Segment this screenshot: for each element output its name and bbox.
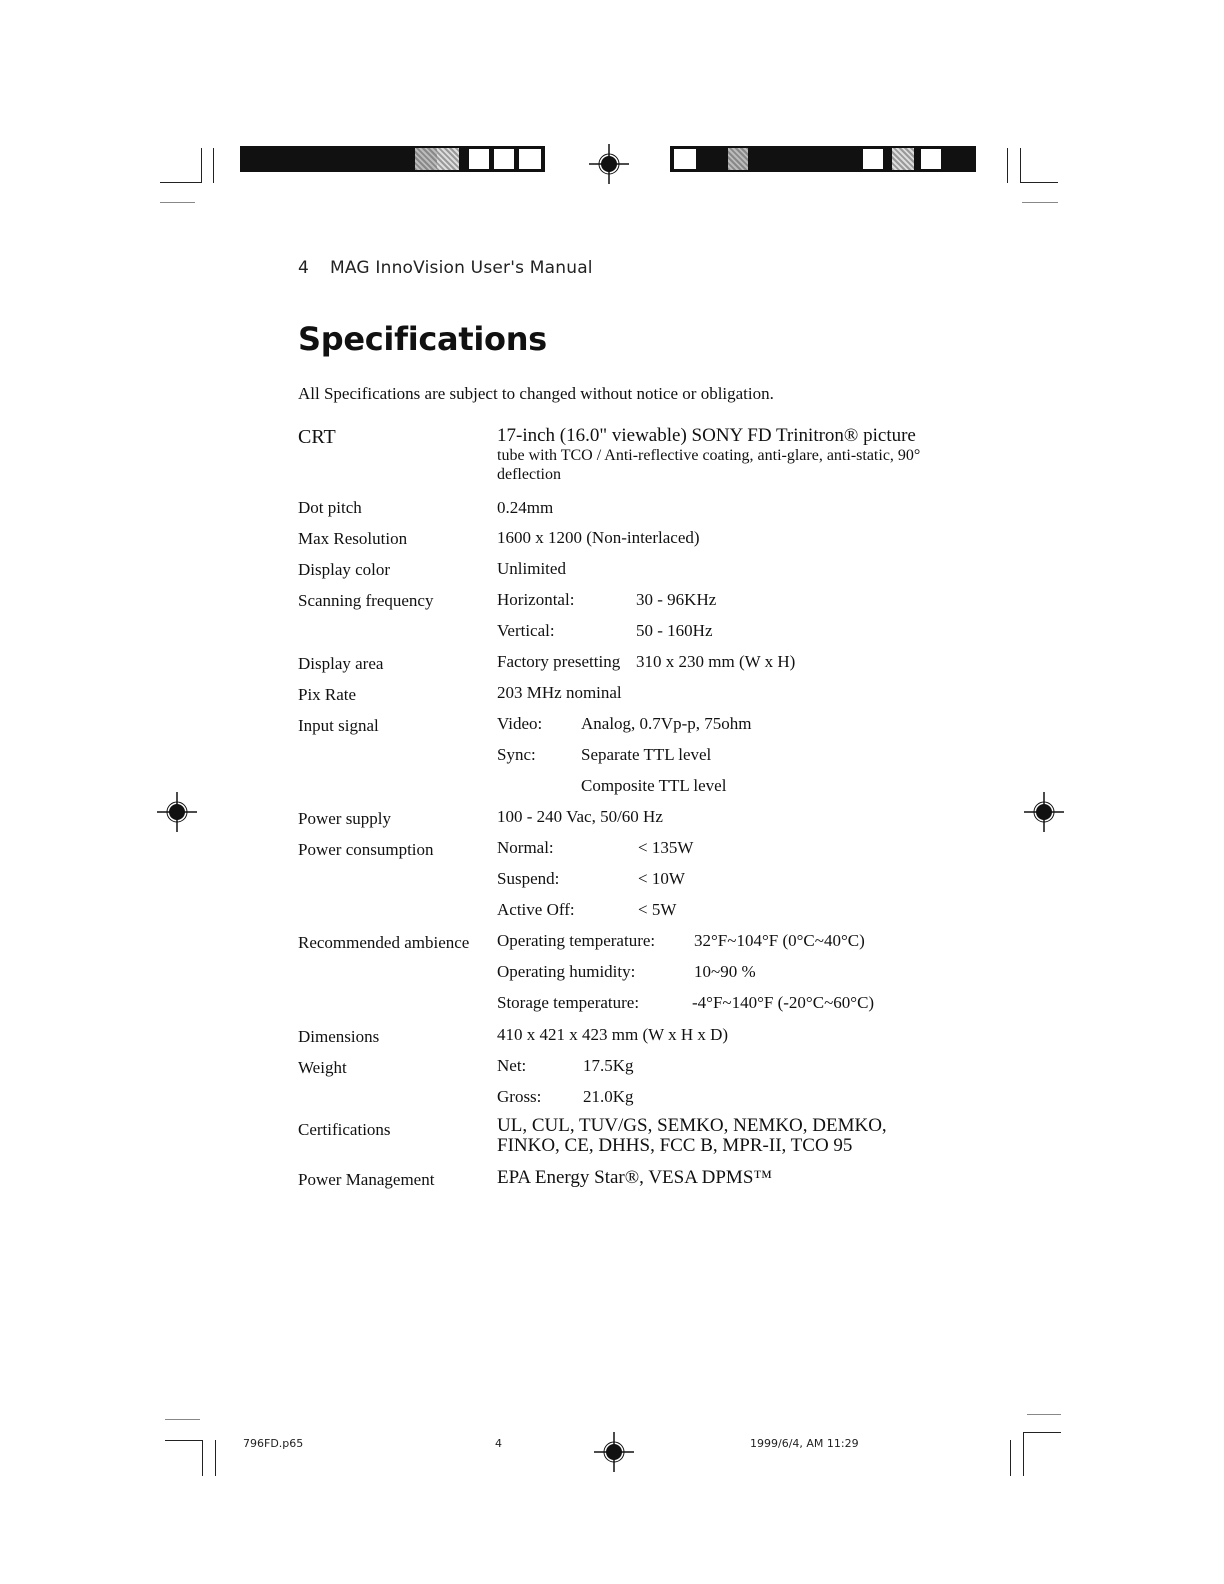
manual-title: MAG InnoVision User's Manual	[330, 258, 593, 278]
registration-mark-icon	[157, 792, 197, 832]
crop-mark	[202, 1440, 203, 1476]
footer-file: 796FD.p65	[243, 1437, 304, 1450]
crop-mark	[165, 1419, 200, 1420]
crt-value-lead: 17-inch (16.0" viewable) SONY FD Trinitron® picture	[497, 425, 916, 446]
crop-mark	[213, 148, 214, 183]
spec-label-scanning-frequency: Scanning frequency	[298, 591, 434, 610]
running-header	[298, 258, 593, 278]
spec-value-dot-pitch: 0.24mm	[497, 498, 554, 517]
page-title: Specifications	[298, 320, 547, 358]
crop-mark	[1022, 202, 1058, 203]
crop-mark	[1007, 148, 1008, 183]
power-off-value: < 5W	[638, 900, 677, 919]
crop-mark	[1023, 1432, 1024, 1476]
crop-mark	[160, 182, 202, 183]
crop-mark	[160, 202, 195, 203]
bar-block	[728, 148, 748, 170]
spec-label-power-management: Power Management	[298, 1170, 435, 1189]
scanning-horizontal-key: Horizontal:	[497, 590, 575, 609]
spec-value-dimensions: 410 x 421 x 423 mm (W x H x D)	[497, 1025, 729, 1044]
spec-label-max-resolution: Max Resolution	[298, 529, 408, 548]
input-video-value: Analog, 0.7Vp-p, 75ohm	[581, 714, 752, 733]
spec-label-pix-rate: Pix Rate	[298, 685, 357, 704]
crop-mark	[1020, 148, 1021, 183]
power-normal-key: Normal:	[497, 838, 554, 857]
weight-net-key: Net:	[497, 1056, 527, 1075]
intro-text: All Specifications are subject to changed without notice or obligation.	[298, 384, 774, 403]
spec-label-certifications: Certifications	[298, 1120, 391, 1139]
spec-value-max-resolution: 1600 x 1200 (Non-interlaced)	[497, 528, 700, 547]
crop-mark	[201, 148, 202, 183]
ambience-storage-temp-value: -4°F~140°F (-20°C~60°C)	[692, 993, 875, 1012]
spec-label-display-color: Display color	[298, 560, 391, 579]
crop-mark	[1027, 1414, 1061, 1415]
registration-mark-icon	[589, 144, 629, 184]
spec-label-power-supply: Power supply	[298, 809, 392, 828]
bar-block	[415, 148, 437, 170]
ambience-op-humidity-value: 10~90 %	[694, 962, 756, 981]
bar-block	[468, 148, 490, 170]
crop-mark	[1010, 1440, 1011, 1476]
crt-value-rest: tube with TCO / Anti-reflective coating, anti-glare, anti-static, 90° deflection	[497, 447, 921, 483]
spec-label-weight: Weight	[298, 1058, 347, 1077]
weight-gross-key: Gross:	[497, 1087, 542, 1106]
scanning-vertical-key: Vertical:	[497, 621, 555, 640]
spec-value-pix-rate: 203 MHz nominal	[497, 683, 622, 702]
print-color-bar-right	[670, 146, 976, 172]
display-area-value: 310 x 230 mm (W x H)	[636, 652, 796, 671]
spec-value-power-supply: 100 - 240 Vac, 50/60 Hz	[497, 807, 663, 826]
input-sync-value-1: Separate TTL level	[581, 745, 712, 764]
power-suspend-key: Suspend:	[497, 869, 560, 888]
footer-datetime: 1999/6/4, AM 11:29	[750, 1437, 859, 1450]
crop-mark	[165, 1440, 203, 1441]
spec-value-power-management: EPA Energy Star®, VESA DPMS™	[497, 1167, 773, 1188]
weight-net-value: 17.5Kg	[583, 1056, 634, 1075]
input-sync-value-2: Composite TTL level	[581, 776, 727, 795]
ambience-op-temp-key: Operating temperature:	[497, 931, 656, 950]
bar-block	[493, 148, 515, 170]
spec-label-ambience: Recommended ambience	[298, 933, 470, 952]
spec-value-crt	[497, 426, 927, 484]
registration-mark-icon	[594, 1432, 634, 1472]
spec-label-input-signal: Input signal	[298, 716, 379, 735]
spec-value-display-color: Unlimited	[497, 559, 566, 578]
power-off-key: Active Off:	[497, 900, 575, 919]
input-video-key: Video:	[497, 714, 543, 733]
crop-mark	[1020, 182, 1058, 183]
spec-label-power-consumption: Power consumption	[298, 840, 434, 859]
scanning-horizontal-value: 30 - 96KHz	[636, 590, 717, 609]
page-number: 4	[298, 258, 310, 278]
bar-block	[437, 148, 459, 170]
ambience-op-humidity-key: Operating humidity:	[497, 962, 636, 981]
bar-block	[518, 148, 542, 170]
print-color-bar-left	[240, 146, 545, 172]
crop-mark	[215, 1440, 216, 1476]
weight-gross-value: 21.0Kg	[583, 1087, 634, 1106]
spec-label-crt: CRT	[298, 426, 336, 448]
spec-label-dimensions: Dimensions	[298, 1027, 380, 1046]
registration-mark-icon	[1024, 792, 1064, 832]
power-normal-value: < 135W	[638, 838, 694, 857]
power-suspend-value: < 10W	[638, 869, 685, 888]
ambience-storage-temp-key: Storage temperature:	[497, 993, 640, 1012]
crop-mark	[1023, 1432, 1061, 1433]
bar-block	[892, 148, 914, 170]
bar-block	[673, 148, 697, 170]
input-sync-key: Sync:	[497, 745, 536, 764]
spec-label-dot-pitch: Dot pitch	[298, 498, 362, 517]
bar-block	[920, 148, 942, 170]
ambience-op-temp-value: 32°F~104°F (0°C~40°C)	[694, 931, 865, 950]
footer-page: 4	[495, 1437, 502, 1450]
scanning-vertical-value: 50 - 160Hz	[636, 621, 713, 640]
bar-block	[862, 148, 884, 170]
display-area-key: Factory presetting	[497, 652, 621, 671]
spec-label-display-area: Display area	[298, 654, 384, 673]
spec-value-certifications: UL, CUL, TUV/GS, SEMKO, NEMKO, DEMKO, FINKO, CE, DHHS, FCC B, MPR-II, TCO 95	[497, 1115, 887, 1156]
